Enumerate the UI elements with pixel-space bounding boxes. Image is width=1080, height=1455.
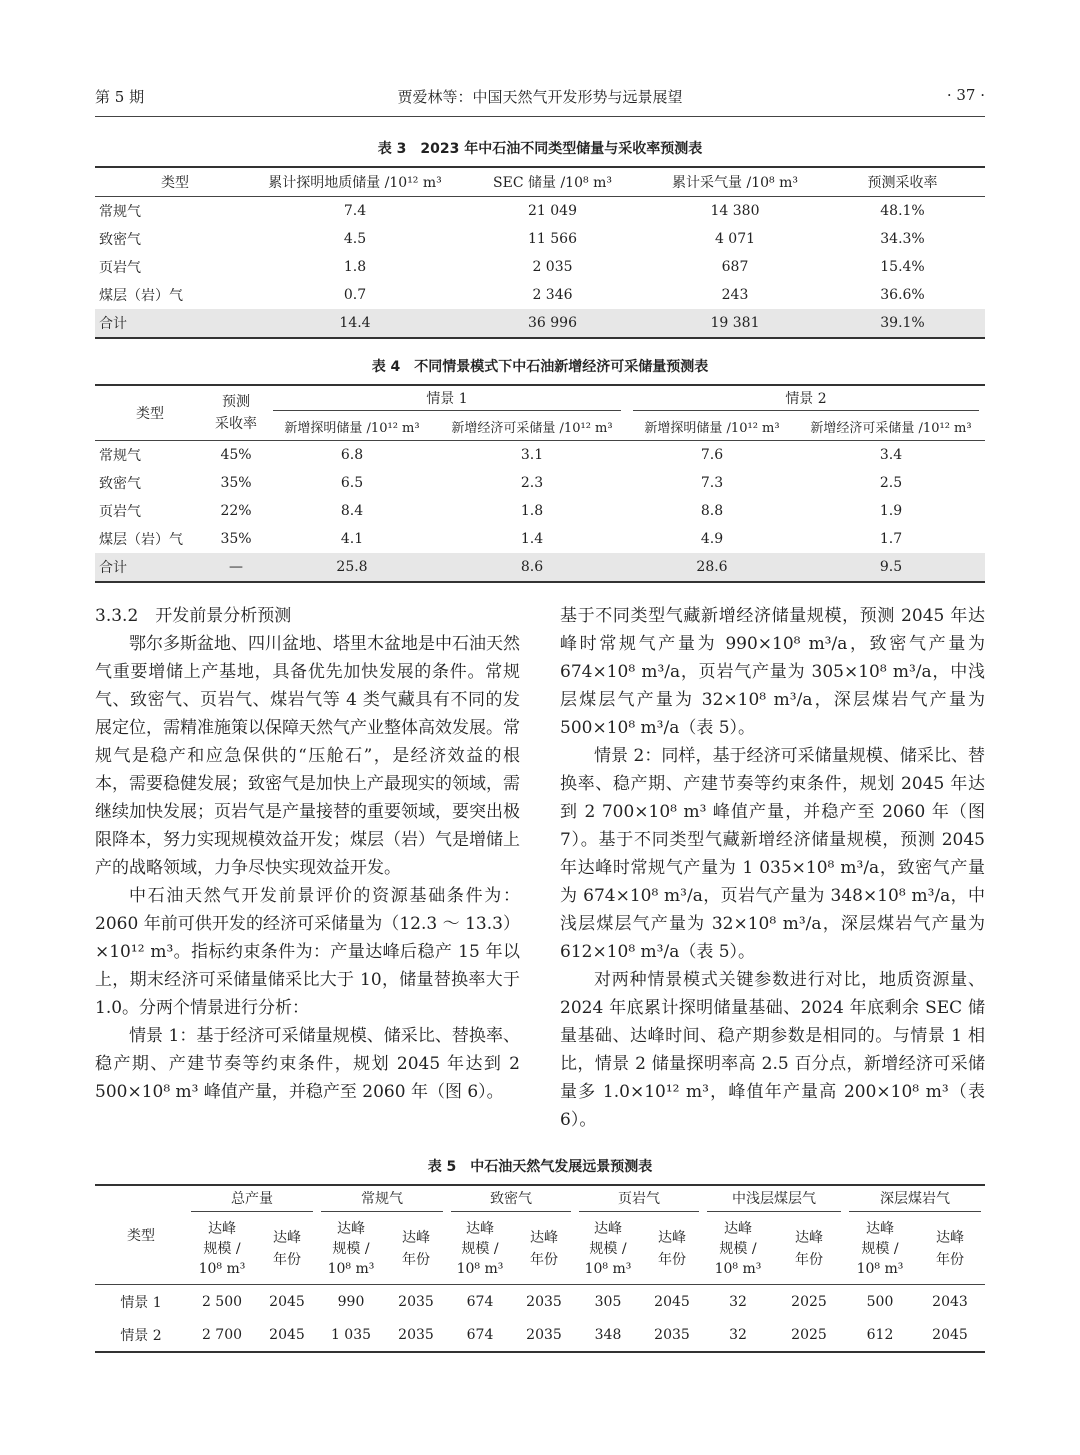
- table3-caption: 表 3 2023 年中石油不同类型储量与采收率预测表: [377, 141, 703, 157]
- table-cell: 305: [594, 1293, 622, 1310]
- table5-group-header: [845, 1185, 985, 1214]
- table5-group-header: [187, 1185, 317, 1214]
- table3-header-cell: 累计探明地质储量 /10¹² m³: [255, 167, 455, 197]
- table-cell: 2 500: [201, 1293, 243, 1310]
- section-heading: 3.3.2 开发前景分析预测: [95, 606, 292, 626]
- table-cell: 3.1: [520, 447, 544, 463]
- table-cell: 674: [466, 1326, 494, 1343]
- table-cell: 合计: [99, 560, 127, 576]
- table-cell: 煤层（岩）气: [99, 288, 183, 304]
- table-cell: 21 049: [528, 203, 577, 219]
- table-cell: 情景 2: [120, 1327, 162, 1344]
- table-cell: 6.5: [340, 475, 364, 491]
- table-cell: 页岩气: [99, 504, 141, 520]
- table4-header-type: 类型: [95, 385, 205, 441]
- group-rule: [321, 1211, 443, 1212]
- table5-group-header: [703, 1185, 845, 1214]
- table-cell: 1.8: [343, 259, 367, 275]
- table-cell: 22%: [220, 503, 252, 519]
- table-total-row: [95, 553, 985, 582]
- table-row: [95, 1285, 985, 1319]
- table-cell: 35%: [220, 475, 252, 491]
- left-column: [95, 602, 520, 1106]
- group-rule: [579, 1211, 699, 1212]
- table-cell: 1.8: [520, 503, 544, 519]
- table-cell: 36.6%: [880, 287, 925, 303]
- table-cell: 25.8: [336, 559, 368, 575]
- table-cell: 32: [729, 1293, 747, 1310]
- group-label: 致密气: [490, 1191, 532, 1207]
- group-rule: [191, 1211, 313, 1212]
- table-cell: —: [229, 559, 243, 575]
- table-cell: 2045: [932, 1326, 968, 1343]
- table-cell: 2035: [526, 1326, 562, 1343]
- table-row: [95, 441, 985, 470]
- table4-header-rate: 预测 采收率: [205, 385, 267, 441]
- table-cell: 500: [866, 1293, 894, 1310]
- table5: [95, 1184, 985, 1353]
- group-label: 页岩气: [618, 1191, 660, 1207]
- table3-header-cell: SEC 储量 /10⁸ m³: [455, 167, 650, 197]
- table-cell: 常规气: [99, 448, 141, 464]
- table-cell: 348: [594, 1326, 622, 1343]
- table-cell: 页岩气: [99, 260, 141, 276]
- table-cell: 2025: [791, 1326, 827, 1343]
- table5-group-header: [317, 1185, 447, 1214]
- table-cell: 6.8: [340, 447, 364, 463]
- table5-subheader-scale: 达峰 规模 / 10⁸ m³: [317, 1214, 385, 1285]
- table-row: [95, 469, 985, 497]
- page-number: · 37 ·: [946, 86, 985, 104]
- scenario2-label: 情景 2: [785, 390, 827, 407]
- table-cell: 243: [721, 287, 749, 303]
- table-cell: 2025: [791, 1293, 827, 1310]
- table3: [95, 166, 985, 339]
- table-cell: 3.4: [879, 447, 903, 463]
- table-cell: 合计: [99, 316, 127, 332]
- table4-subheader-cell: 新增经济可采储量 /10¹² m³: [797, 412, 985, 441]
- table5-subheader-year: 达峰 年份: [773, 1214, 845, 1285]
- table-cell: 8.8: [700, 503, 724, 519]
- header-rule: [95, 116, 985, 117]
- table-cell: 2.3: [520, 475, 544, 491]
- group-rule: [451, 1211, 571, 1212]
- table-cell: 48.1%: [880, 203, 925, 219]
- table4-header-scenario2: [627, 385, 985, 412]
- table-cell: 7.3: [700, 475, 724, 491]
- table-cell: 2045: [269, 1326, 305, 1343]
- group-rule: [707, 1211, 841, 1212]
- table-cell: 7.6: [700, 447, 724, 463]
- table-cell: 2045: [269, 1293, 305, 1310]
- table-cell: 2035: [398, 1293, 434, 1310]
- table5-subheader-year: 达峰 年份: [385, 1214, 447, 1285]
- table5-subheader-scale: 达峰 规模 / 10⁸ m³: [187, 1214, 257, 1285]
- table-cell: 2035: [398, 1326, 434, 1343]
- article-title: 贾爱林等：中国天然气开发形势与远景展望: [397, 88, 683, 106]
- paragraph: 对两种情景模式关键参数进行对比，地质资源量、2024 年底累计探明储量基础、2024 年底剩余 SEC 储量基础、达峰时间、稳产期参数是相同的。与情景 1 相比，情景 2 储量探明率高 2.5 百分点，新增经济可采储量多 1.0×10¹² m³，峰值年产量高 200×10⁸ m³（表 6）。: [560, 970, 985, 1130]
- table5-subheader-scale: 达峰 规模 / 10⁸ m³: [703, 1214, 773, 1285]
- table-cell: 15.4%: [880, 259, 925, 275]
- table5-subheader-scale: 达峰 规模 / 10⁸ m³: [575, 1214, 641, 1285]
- table5-subheader-scale: 达峰 规模 / 10⁸ m³: [447, 1214, 513, 1285]
- table-row: [95, 197, 985, 226]
- table-cell: 1.4: [520, 531, 544, 547]
- table-cell: 煤层（岩）气: [99, 532, 183, 548]
- table4-header-scenario1: [267, 385, 627, 412]
- table-cell: 45%: [220, 447, 252, 463]
- table-cell: 2 700: [201, 1326, 243, 1343]
- table-cell: 28.6: [696, 559, 728, 575]
- table-cell: 2035: [526, 1293, 562, 1310]
- table-cell: 8.4: [340, 503, 364, 519]
- table-cell: 常规气: [99, 204, 141, 220]
- table-cell: 35%: [220, 531, 252, 547]
- table-row: [95, 497, 985, 525]
- table5-subheader-year: 达峰 年份: [915, 1214, 985, 1285]
- table-cell: 4.9: [700, 531, 724, 547]
- table-cell: 32: [729, 1326, 747, 1343]
- paragraph: 基于不同类型气藏新增经济储量规模，预测 2045 年达峰时常规气产量为 990×10⁸ m³/a，致密气产量为 674×10⁸ m³/a，页岩气产量为 305×10⁸ m³/a，中浅层煤层气产量为 32×10⁸ m³/a，深层煤岩气产量为 500×10⁸ m³/a（表 5）。: [560, 606, 985, 738]
- table5-subheader-year: 达峰 年份: [513, 1214, 575, 1285]
- table-row: [95, 253, 985, 281]
- issue-number: 第 5 期: [95, 88, 145, 106]
- table-cell: 7.4: [343, 203, 367, 219]
- running-header: [95, 86, 985, 112]
- table-row: [95, 225, 985, 253]
- table5-subheader-scale: 达峰 规模 / 10⁸ m³: [845, 1214, 915, 1285]
- paragraph: 情景 2：同样，基于经济可采储量规模、储采比、替换率、稳产期、产建节奏等约束条件，规划 2045 年达到 2 700×10⁸ m³ 峰值产量，并稳产至 2060 年（图 7）。基于不同类型气藏新增经济储量规模，预测 2045 年达峰时常规气产量为 1 035×10⁸ m³/a，致密气产量为 674×10⁸ m³/a，页岩气产量为 348×10⁸ m³/a，中浅层煤层气产量为 32×10⁸ m³/a，深层煤岩气产量为 612×10⁸ m³/a（表 5）。: [560, 746, 985, 962]
- table-row: [95, 1318, 985, 1352]
- table-cell: 2045: [654, 1293, 690, 1310]
- table-cell: 1.7: [879, 531, 903, 547]
- table4-caption: 表 4 不同情景模式下中石油新增经济可采储量预测表: [371, 359, 709, 375]
- table-cell: 612: [866, 1326, 894, 1343]
- table-cell: 36 996: [528, 315, 577, 331]
- table5-group-header: [447, 1185, 575, 1214]
- table-cell: 8.6: [520, 559, 544, 575]
- table-cell: 4 071: [714, 231, 756, 247]
- table-cell: 2 346: [532, 287, 573, 303]
- table-cell: 2.5: [879, 475, 903, 491]
- group-label: 中浅层煤层气: [732, 1191, 816, 1207]
- paragraph: 情景 1：基于经济可采储量规模、储采比、替换率、稳产期、产建节奏等约束条件，规划 2045 年达到 2 500×10⁸ m³ 峰值产量，并稳产至 2060 年（图 6）。: [95, 1026, 520, 1102]
- group-label: 常规气: [361, 1191, 403, 1207]
- table4-subheader-cell: 新增探明储量 /10¹² m³: [267, 412, 437, 441]
- table-cell: 11 566: [528, 231, 577, 247]
- table-cell: 34.3%: [880, 231, 925, 247]
- group-label: 总产量: [231, 1191, 273, 1207]
- table-row: [95, 525, 985, 553]
- table-cell: 990: [337, 1293, 365, 1310]
- paragraph: 鄂尔多斯盆地、四川盆地、塔里木盆地是中石油天然气重要增储上产基地，具备优先加快发展的条件。常规气、致密气、页岩气、煤岩气等 4 类气藏具有不同的发展定位，需精准施策以保障天然气产业整体高效发展。常规气是稳产和应急保供的“压舱石”，是经济效益的根本，需要稳健发展；致密气是加快上产最现实的领域，需继续加快发展；页岩气是产量接替的重要领域，要突出极限降本，努力实现规模效益开发；煤层（岩）气是增储上产的战略领域，力争尽快实现效益开发。: [95, 634, 520, 878]
- table-cell: 0.7: [343, 287, 367, 303]
- table3-header-cell: 类型: [95, 167, 255, 197]
- table3-header-cell: 累计采气量 /10⁸ m³: [650, 167, 820, 197]
- table-cell: 2043: [932, 1293, 968, 1310]
- table-cell: 14 380: [710, 203, 760, 219]
- table-cell: 687: [721, 259, 749, 275]
- paragraph: 中石油天然气开发前景评价的资源基础条件为：2060 年前可供开发的经济可采储量为（12.3 ～ 13.3）×10¹² m³。指标约束条件为：产量达峰后稳产 15 年以上，期末经济可采储量储采比大于 10，储量替换率大于 1.0。分两个情景进行分析：: [95, 886, 520, 1018]
- table5-subheader-year: 达峰 年份: [641, 1214, 703, 1285]
- table-cell: 2035: [654, 1326, 690, 1343]
- table-cell: 14.4: [339, 315, 371, 331]
- table-cell: 39.1%: [880, 315, 925, 331]
- table-cell: 2 035: [532, 259, 573, 275]
- table-cell: 情景 1: [120, 1294, 162, 1311]
- table-cell: 致密气: [99, 476, 141, 492]
- table4: [95, 384, 985, 583]
- table-cell: 1 035: [330, 1326, 372, 1343]
- table-cell: 4.5: [343, 231, 367, 247]
- table4-subheader-cell: 新增经济可采储量 /10¹² m³: [437, 412, 627, 441]
- table3-header-cell: 预测采收率: [820, 167, 985, 197]
- group-rule: [849, 1211, 981, 1212]
- table-total-row: [95, 309, 985, 338]
- table-row: [95, 281, 985, 309]
- table-cell: 19 381: [710, 315, 760, 331]
- table5-subheader-year: 达峰 年份: [257, 1214, 317, 1285]
- table5-caption: 表 5 中石油天然气发展远景预测表: [427, 1159, 653, 1175]
- table-cell: 4.1: [340, 531, 364, 547]
- table5-group-header: [575, 1185, 703, 1214]
- group-label: 深层煤岩气: [880, 1191, 950, 1207]
- table-cell: 674: [466, 1293, 494, 1310]
- scenario1-label: 情景 1: [426, 390, 468, 407]
- table-cell: 致密气: [99, 232, 141, 248]
- table-cell: 9.5: [879, 559, 903, 575]
- table5-header-type: 类型: [95, 1185, 187, 1285]
- table-cell: 1.9: [879, 503, 903, 519]
- table4-subheader-cell: 新增探明储量 /10¹² m³: [627, 412, 797, 441]
- right-column: [560, 602, 985, 1134]
